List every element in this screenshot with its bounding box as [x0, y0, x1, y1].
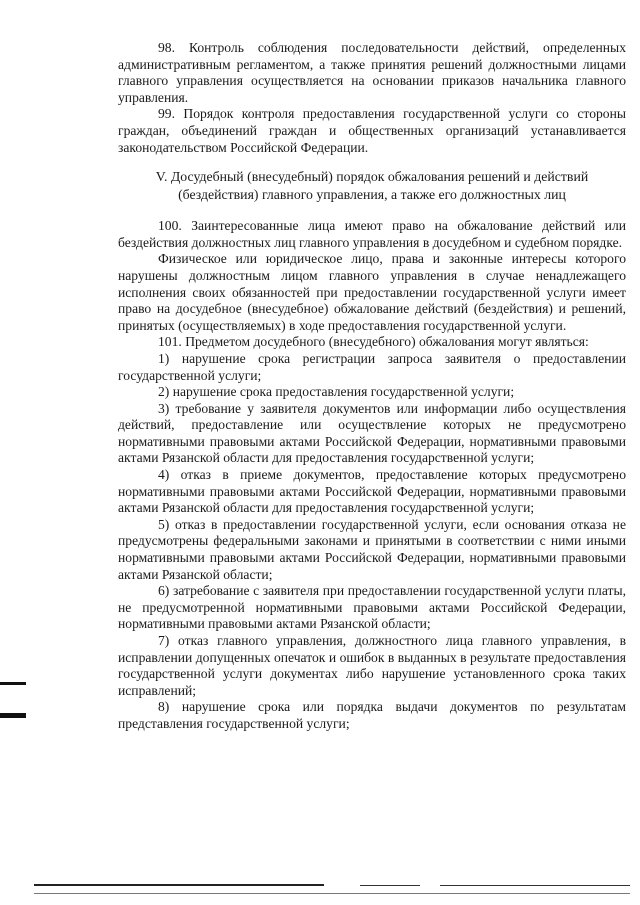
scan-mark	[0, 682, 26, 685]
list-item-3: 3) требование у заявителя документов или информации либо осуществления действий, предоставление или осуществление которых не предусмотрено нормативными правовыми актами Российской Федерации, нормативными правовыми актами Рязанской области для предоставления государственной услуги;	[118, 400, 626, 466]
scan-edge-line	[360, 885, 420, 886]
scan-edge-line	[34, 893, 630, 894]
list-item-7: 7) отказ главного управления, должностного лица главного управления, в исправлении допущенных опечаток и ошибок в выданных в результате предоставления государственной услуги документах либо нарушение установленного срока таких исправлений;	[118, 633, 626, 698]
section-heading	[118, 168, 626, 204]
list-item-6: 6) затребование с заявителя при предоставлении государственной услуги платы, не предусмотренной нормативными правовыми актами Российской Федерации, нормативными правовыми актами Рязанской области;	[118, 583, 626, 632]
paragraph-98: 98. Контроль соблюдения последовательности действий, определенных административным регламентом, а также принятия решений должностными лицами главного управления осуществляется на основании приказов начальника главного управления.	[118, 40, 626, 105]
scan-edge-line	[440, 885, 630, 886]
section-heading-line-1: V. Досудебный (внесудебный) порядок обжалования решений и действий	[155, 169, 589, 185]
list-item-4: 4) отказ в приеме документов, предоставление которых предусмотрено нормативными правовыми актами Российской Федерации, нормативными правовыми актами Рязанской области для предоставления государственной услуги;	[118, 467, 626, 516]
list-item-5: 5) отказ в предоставлении государственной услуги, если основания отказа не предусмотрены федеральными законами и принятыми в соответствии с ними иными нормативными правовыми актами Российской Федерации, нормативными правовыми актами Рязанской области;	[118, 516, 626, 582]
scan-mark	[0, 713, 26, 718]
list-item-2: 2) нарушение срока предоставления государственной услуги;	[158, 384, 515, 400]
document-body	[118, 40, 626, 733]
paragraph-101: 101. Предметом досудебного (внесудебного) обжалования могут являться:	[158, 334, 589, 350]
section-heading-line-2: (бездействия) главного управления, а также его должностных лиц	[178, 187, 566, 203]
paragraph-99: 99. Порядок контроля предоставления государственной услуги со стороны граждан, объединений граждан и общественных организаций устанавливается законодательством Российской Федерации.	[118, 106, 626, 155]
list-item-8: 8) нарушение срока или порядка выдачи документов по результатам представления государственной услуги;	[118, 699, 626, 731]
paragraph-100: 100. Заинтересованные лица имеют право на обжалование действий или бездействия должностных лиц главного управления в досудебном и судебном порядке.	[118, 218, 626, 250]
paragraph-appeal-right: Физическое или юридическое лицо, права и законные интересы которого нарушены должностным лицом главного управления в случае ненадлежащего исполнения своих обязанностей при предоставлении государственной услуги имеет право на досудебное (внесудебное) обжалование действий (бездействия) и решений, принятых (осуществляемых) в ходе предоставления государственной услуги.	[118, 251, 626, 333]
list-item-1: 1) нарушение срока регистрации запроса заявителя о предоставлении государственной услуги;	[118, 350, 626, 383]
scan-edge-line	[34, 884, 324, 886]
